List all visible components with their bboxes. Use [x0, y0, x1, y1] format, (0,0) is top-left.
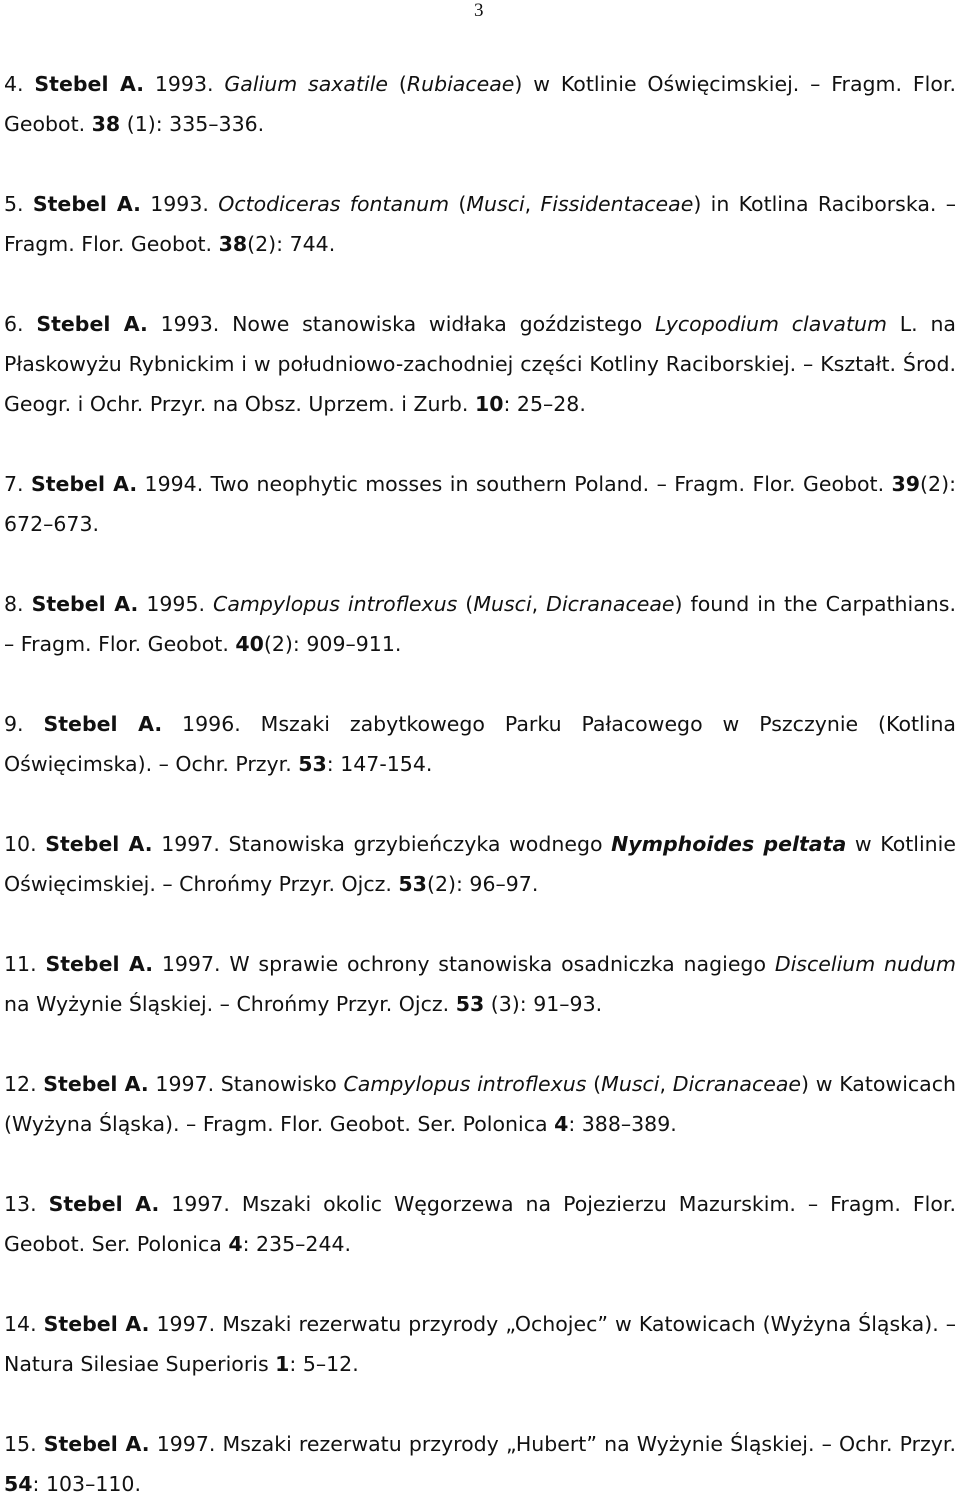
reference-text: w Kotlinie Oświęcimskiej. – Chrońmy Przyr. Ojcz. [4, 832, 956, 896]
reference-italic-text: Galium saxatile [224, 72, 388, 96]
reference-text: 1997. Stanowiska grzybieńczyka wodnego [152, 832, 612, 856]
reference-bold-text: 53 [398, 872, 427, 896]
reference-italic-text: Nymphoides peltata [611, 832, 847, 856]
reference-text: ) w Katowicach (Wyżyna Śląska). – Fragm. Flor. Geobot. Ser. Polonica [4, 1072, 956, 1136]
reference-italic-text: Musci [601, 1072, 660, 1096]
reference-text: 8. [4, 592, 32, 616]
reference-text: 1993. Nowe stanowiska widłaka goździstego [147, 312, 656, 336]
reference-bold-text: Stebel A. [31, 592, 139, 616]
reference-text: 1993. [143, 72, 225, 96]
reference-italic-text: Campylopus introflexus [343, 1072, 587, 1096]
reference-bold-text: 4 [228, 1232, 243, 1256]
reference-italic-text: Lycopodium clavatum [655, 312, 887, 336]
reference-text: ) found in the Carpathians. – Fragm. Flor. Geobot. [4, 592, 956, 656]
reference-item [4, 64, 956, 144]
reference-text: 1995. [138, 592, 214, 616]
reference-italic-text: Rubiaceae [406, 72, 515, 96]
reference-text: 5. [4, 192, 33, 216]
reference-italic-text: Dicranaceae [546, 592, 675, 616]
reference-text: 10. [4, 832, 46, 856]
reference-bold-text: Stebel A. [43, 712, 163, 736]
reference-bold-text: Stebel A. [48, 1192, 160, 1216]
reference-italic-text: Musci [473, 592, 532, 616]
reference-text: 1997. Stanowisko [148, 1072, 344, 1096]
reference-text: ( [586, 1072, 602, 1096]
reference-text: 1997. Mszaki okolic Węgorzewa na Pojezierzu Mazurskim. – Fragm. Flor. Geobot. Ser. Polonica [4, 1192, 956, 1256]
reference-italic-text: Campylopus introflexus [213, 592, 458, 616]
reference-text: na Wyżynie Śląskiej. – Chrońmy Przyr. Ojcz. [4, 992, 456, 1016]
reference-text: (2): 96–97. [426, 872, 539, 896]
reference-italic-text: Fissidentaceae [540, 192, 694, 216]
reference-text: : 388–389. [568, 1112, 677, 1136]
reference-item [4, 464, 956, 544]
reference-text: 14. [4, 1312, 44, 1336]
reference-italic-text: Octodiceras fontanum [218, 192, 450, 216]
reference-text: 1996. Mszaki zabytkowego Parku Pałacowego w Pszczynie (Kotlina Oświęcimska). – Ochr. Przyr. [4, 712, 956, 776]
reference-text: 6. [4, 312, 37, 336]
reference-bold-text: 53 [298, 752, 327, 776]
reference-text: 13. [4, 1192, 49, 1216]
reference-bold-text: Stebel A. [34, 72, 144, 96]
reference-text: 1993. [140, 192, 219, 216]
reference-bold-text: 40 [235, 632, 264, 656]
reference-text: : 103–110. [32, 1472, 141, 1496]
reference-text: ( [457, 592, 474, 616]
reference-text: 9. [4, 712, 44, 736]
reference-item [4, 824, 956, 904]
reference-bold-text: Stebel A. [43, 1432, 150, 1456]
reference-item [4, 944, 956, 1024]
reference-text: , [531, 592, 547, 616]
reference-bold-text: 4 [554, 1112, 569, 1136]
reference-bold-text: 38 [91, 112, 121, 136]
reference-bold-text: 10 [474, 392, 504, 416]
reference-text: (3): 91–93. [484, 992, 603, 1016]
reference-italic-text: Discelium nudum [774, 952, 957, 976]
reference-bold-text: Stebel A. [43, 1072, 149, 1096]
reference-bold-text: Stebel A. [30, 472, 138, 496]
reference-bold-text: Stebel A. [43, 1312, 150, 1336]
reference-text: 1997. W sprawie ochrony stanowiska osadniczka nagiego [153, 952, 775, 976]
reference-text: 15. [4, 1432, 44, 1456]
reference-text: 1997. Mszaki rezerwatu przyrody „Hubert” na Wyżynie Śląskiej. – Ochr. Przyr. [149, 1432, 956, 1456]
reference-text: ) w Kotlinie Oświęcimskiej. – Fragm. Flor. Geobot. [4, 72, 956, 136]
reference-text: 1997. Mszaki rezerwatu przyrody „Ochojec” w Katowicach (Wyżyna Śląska). – Natura Silesiae Superioris [4, 1312, 957, 1376]
reference-text: (1): 335–336. [120, 112, 265, 136]
reference-text: : 147-154. [326, 752, 433, 776]
reference-text: L. na Płaskowyżu Rybnickim i w południowo-zachodniej części Kotliny Raciborskiej. – Kształt. Środ. Geogr. i Ochr. Przyr. na Obsz. Uprzem. i Zurb. [4, 312, 956, 416]
reference-bold-text: 53 [455, 992, 485, 1016]
reference-bold-text: Stebel A. [32, 192, 141, 216]
reference-text: , [659, 1072, 673, 1096]
reference-text: (2): 672–673. [4, 472, 956, 536]
reference-bold-text: Stebel A. [45, 832, 153, 856]
reference-item [4, 1064, 956, 1144]
reference-item [4, 1424, 956, 1504]
reference-text: 12. [4, 1072, 44, 1096]
reference-text: : 25–28. [503, 392, 586, 416]
reference-list [4, 64, 956, 1504]
reference-bold-text: 38 [218, 232, 248, 256]
reference-item [4, 304, 956, 424]
reference-bold-text: 1 [275, 1352, 290, 1376]
reference-text: ) in Kotlina Raciborska. – Fragm. Flor. Geobot. [4, 192, 956, 256]
reference-item [4, 1304, 956, 1384]
reference-text: 1994. Two neophytic mosses in southern Poland. – Fragm. Flor. Geobot. [137, 472, 892, 496]
reference-text: 7. [4, 472, 31, 496]
reference-item [4, 584, 956, 664]
reference-item [4, 704, 956, 784]
reference-item [4, 1184, 956, 1264]
reference-text: 4. [4, 72, 35, 96]
reference-text: (2): 744. [247, 232, 336, 256]
reference-bold-text: Stebel A. [45, 952, 153, 976]
reference-text: ( [388, 72, 407, 96]
reference-text: (2): 909–911. [263, 632, 402, 656]
reference-italic-text: Musci [466, 192, 525, 216]
reference-italic-text: Dicranaceae [672, 1072, 802, 1096]
reference-item [4, 184, 956, 264]
page-number: 3 [474, 0, 484, 21]
reference-text: 11. [4, 952, 46, 976]
reference-text: : 5–12. [289, 1352, 359, 1376]
reference-bold-text: 39 [891, 472, 921, 496]
reference-bold-text: 54 [4, 1472, 33, 1496]
reference-bold-text: Stebel A. [36, 312, 148, 336]
reference-text: ( [449, 192, 467, 216]
reference-text: , [524, 192, 541, 216]
reference-text: : 235–244. [242, 1232, 352, 1256]
